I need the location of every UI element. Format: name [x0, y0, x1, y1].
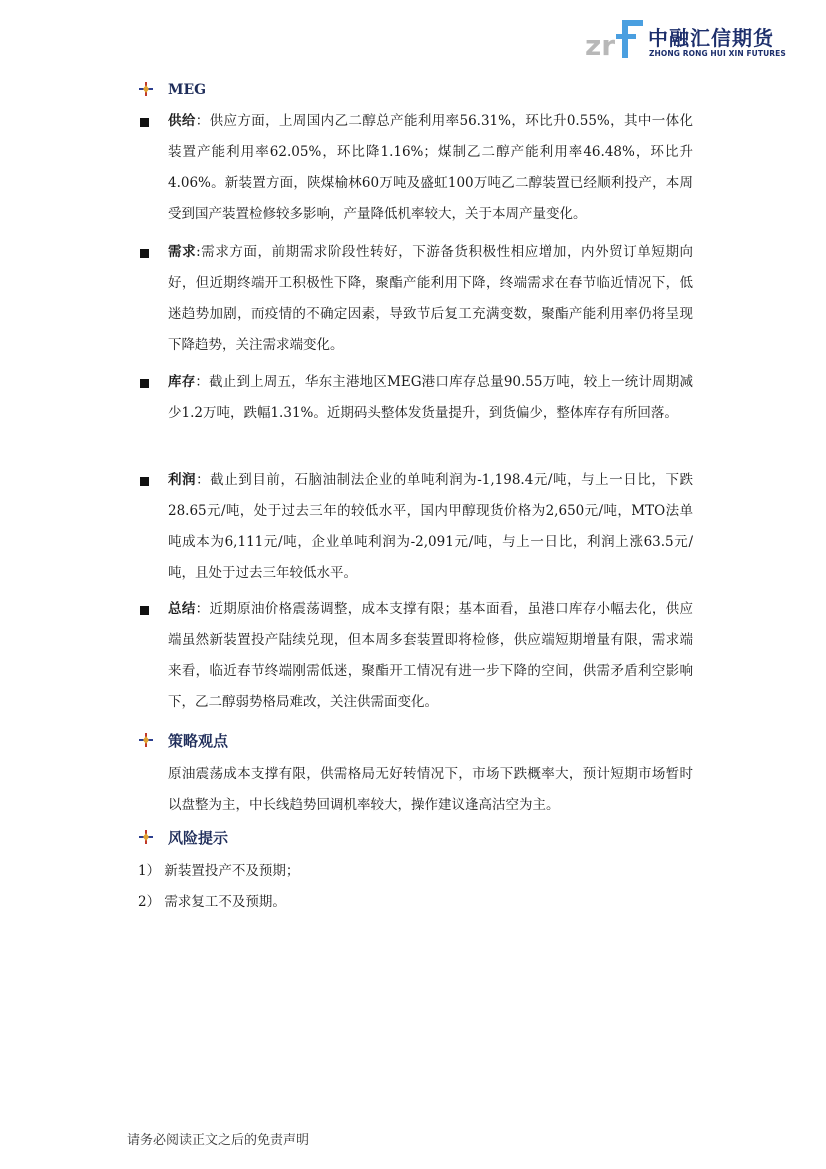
profit-sep: ：	[196, 472, 211, 488]
disclaimer-footer: 请务必阅读正文之后的免责声明	[127, 1133, 310, 1148]
risk-title: 风险提示	[168, 829, 229, 847]
strategy-title: 策略观点	[168, 732, 229, 750]
square-bullet-icon	[140, 477, 149, 486]
risk-item	[138, 892, 286, 912]
risk-item-text: 需求复工不及预期。	[164, 894, 286, 910]
summary-sep: ：	[195, 601, 210, 617]
supply-label: 供给	[168, 113, 196, 129]
demand-label: 需求	[168, 244, 197, 260]
square-bullet-icon	[140, 118, 149, 127]
inventory-label: 库存	[168, 374, 196, 390]
svg-text:zr: zr	[585, 29, 616, 60]
inventory-sep: ：	[195, 374, 210, 390]
supply-sep: ：	[195, 113, 210, 129]
pin-bullet-icon	[139, 82, 153, 96]
pin-bullet-icon	[139, 733, 153, 747]
logo-chinese-name: 中融汇信期货	[648, 26, 774, 50]
summary-label: 总结	[168, 601, 196, 617]
summary-text: 近期原油价格震荡调整，成本支撑有限；基本面看，虽港口库存小幅去化，供应端虽然新装置投产陆续兑现，但本周多套装置即将检修，供应端短期增量有限，需求端来看，临近春节终端刚需低迷，聚酯开工情况有进一步下降的空间，供需矛盾利空影响下，乙二醇弱势格局难改，关注供需面变化。	[168, 601, 694, 710]
profit-paragraph	[168, 465, 693, 590]
supply-text: 供应方面，上周国内乙二醇总产能利用率56.31%，环比升0.55%，其中一体化装置产能利用率62.05%，环比降1.16%；煤制乙二醇产能利用率46.48%，环比升4.06%。新装置方面，陕煤榆林60万吨及盛虹100万吨乙二醇装置已经顺利投产，本周受到国产装置检修较多影响，产量降低机率较大，关于本周产量变化。	[168, 113, 694, 222]
profit-label: 利润	[168, 472, 197, 488]
logo-english-name: ZHONG RONG HUI XIN FUTURES	[649, 49, 786, 58]
risk-item-number: 1）	[138, 863, 161, 879]
risk-item-text: 新装置投产不及预期；	[164, 863, 300, 879]
meg-section-title: MEG	[168, 82, 207, 98]
risk-item-number: 2）	[138, 894, 161, 910]
pin-bullet-icon	[139, 830, 153, 844]
demand-text: 需求方面，前期需求阶段性转好，下游备货积极性相应增加，内外贸订单短期向好，但近期终端开工积极性下降，聚酯产能利用下降，终端需求在春节临近情况下，低迷趋势加剧，而疫情的不确定因素，导致节后复工充满变数，聚酯产能利用率仍将呈现下降趋势，关注需求端变化。	[168, 244, 694, 353]
risk-item	[138, 861, 299, 881]
demand-paragraph	[168, 237, 693, 362]
strategy-paragraph: 原油震荡成本支撑有限，供需格局无好转情况下，市场下跌概率大，预计短期市场暂时以盘整为主，中长线趋势回调机率较大，操作建议逢高沽空为主。	[168, 766, 693, 813]
zrf-logo-mark	[585, 18, 647, 60]
inventory-paragraph	[168, 367, 693, 461]
summary-paragraph	[168, 594, 693, 719]
demand-sep: :	[196, 244, 201, 260]
square-bullet-icon	[140, 379, 149, 388]
square-bullet-icon	[140, 606, 149, 615]
square-bullet-icon	[140, 249, 149, 258]
company-logo	[585, 18, 786, 64]
profit-text: 截止到目前，石脑油制法企业的单吨利润为-1,198.4元/吨，与上一日比，下跌28.65元/吨，处于过去三年的较低水平，国内甲醇现货价格为2,650元/吨，MTO法单吨成本为6,111元/吨，企业单吨利润为-2,091元/吨，与上一日比，利润上涨63.5元/吨，且处于过去三年较低水平。	[168, 472, 694, 581]
supply-paragraph	[168, 106, 693, 231]
inventory-text: 截止到上周五，华东主港地区MEG港口库存总量90.55万吨，较上一统计周期减少1.2万吨，跌幅1.31%。近期码头整体发货量提升，到货偏少，整体库存有所回落。	[168, 374, 694, 421]
